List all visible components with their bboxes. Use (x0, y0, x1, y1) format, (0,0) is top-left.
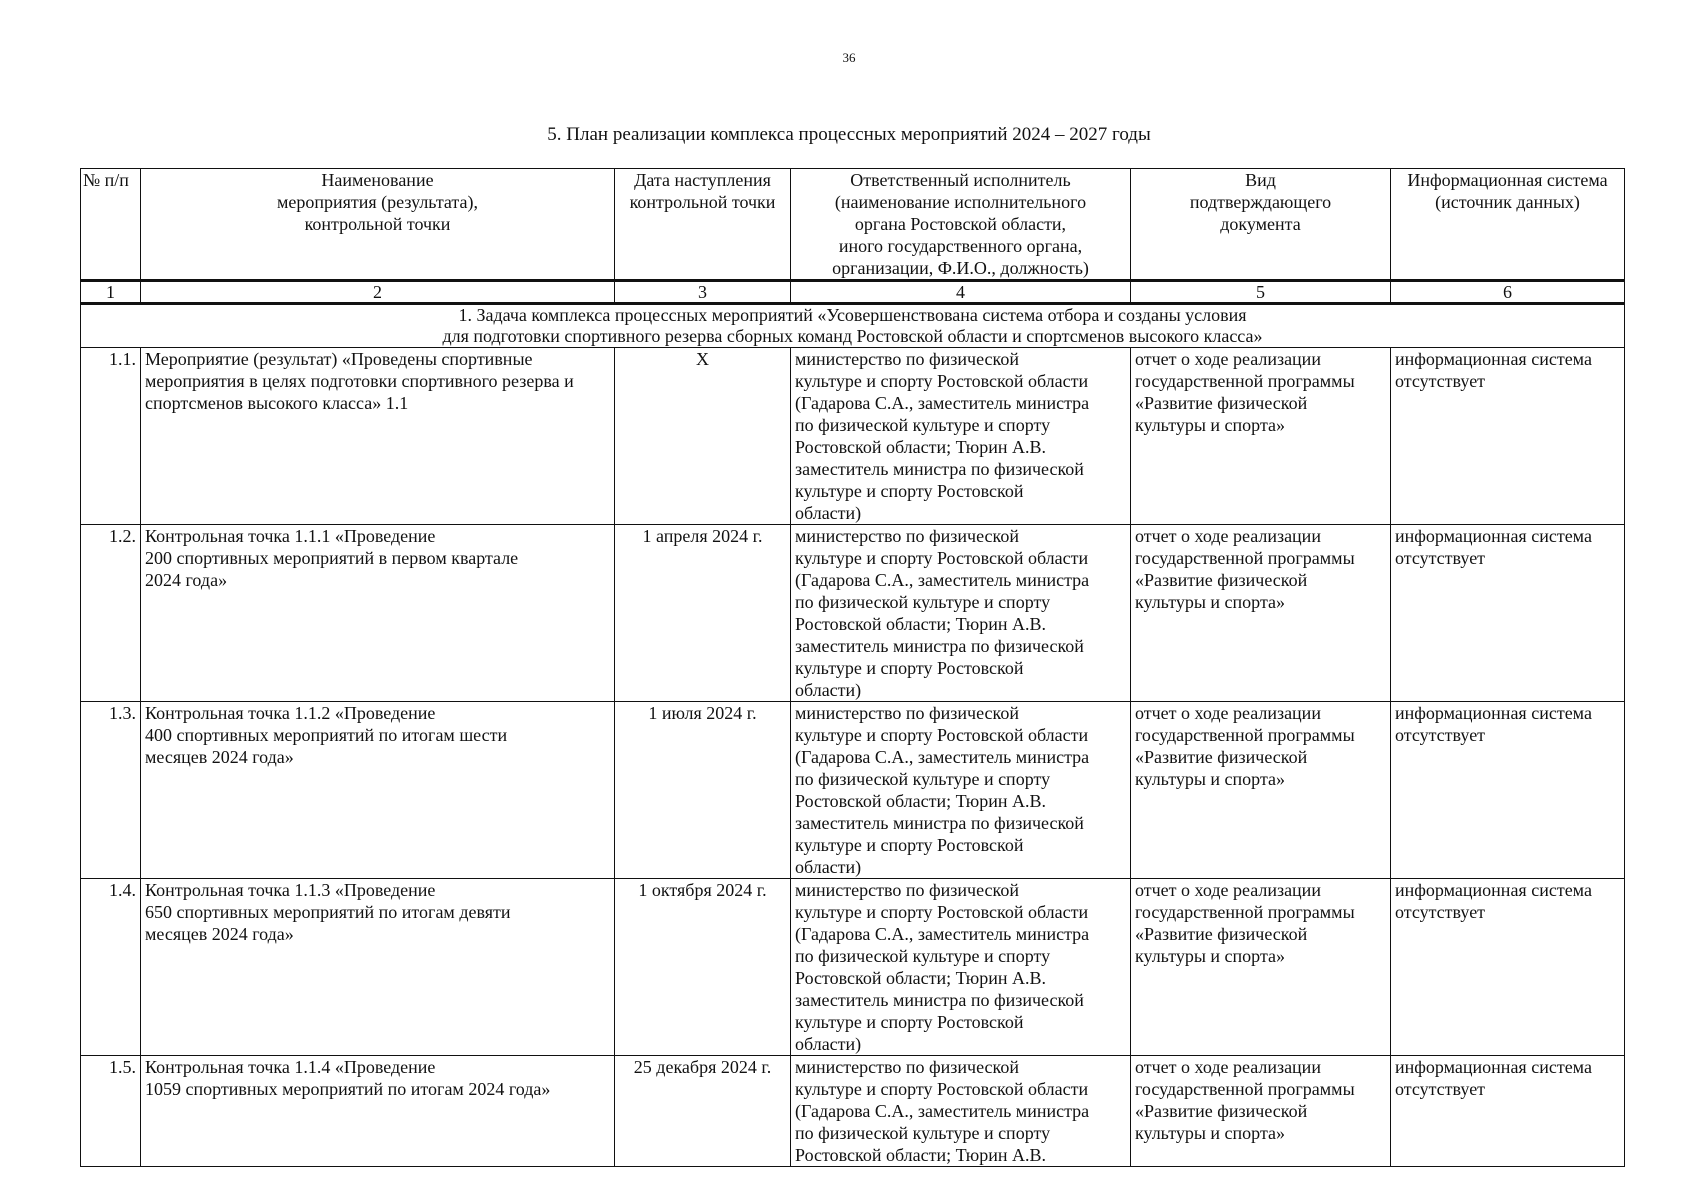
task-heading: 1. Задача комплекса процессных мероприятий «Усовершенствована система отбора и созданы условия для подготовки спортивного резерва сборных команд Ростовской области и спортсменов высокого класса» (81, 304, 1625, 348)
control-date: 25 декабря 2024 г. (615, 1056, 791, 1167)
header-cell: Наименование мероприятия (результата), контрольной точки (141, 169, 615, 281)
row-number: 1.3. (81, 702, 141, 879)
column-number: 4 (791, 281, 1131, 304)
table-row (81, 879, 1625, 1056)
table-row (81, 525, 1625, 702)
header-cell: Ответственный исполнитель (наименование исполнительного органа Ростовской области, иного государственного органа, организации, Ф.И.О., должность) (791, 169, 1131, 281)
information-system: информационная система отсутствует (1391, 879, 1625, 1056)
control-date: 1 июля 2024 г. (615, 702, 791, 879)
header-cell: Информационная система (источник данных) (1391, 169, 1625, 281)
responsible-executor: министерство по физической культуре и спорту Ростовской области (Гадарова С.А., заместитель министра по физической культуре и спорту Ростовской области; Тюрин А.В. заместитель министра по физической культуре и спорту Ростовской области) (791, 879, 1131, 1056)
event-name: Контрольная точка 1.1.4 «Проведение 1059 спортивных мероприятий по итогам 2024 года» (141, 1056, 615, 1167)
column-number: 3 (615, 281, 791, 304)
row-number: 1.1. (81, 348, 141, 525)
information-system: информационная система отсутствует (1391, 525, 1625, 702)
responsible-executor: министерство по физической культуре и спорту Ростовской области (Гадарова С.А., заместитель министра по физической культуре и спорту Ростовской области; Тюрин А.В. заместитель министра по физической культуре и спорту Ростовской области) (791, 348, 1131, 525)
confirming-document: отчет о ходе реализации государственной программы «Развитие физической культуры и спорта» (1131, 525, 1391, 702)
document-title: 5. План реализации комплекса процессных мероприятий 2024 – 2027 годы (547, 124, 1151, 145)
information-system: информационная система отсутствует (1391, 702, 1625, 879)
row-number: 1.2. (81, 525, 141, 702)
row-number: 1.5. (81, 1056, 141, 1167)
confirming-document: отчет о ходе реализации государственной программы «Развитие физической культуры и спорта» (1131, 348, 1391, 525)
responsible-executor: министерство по физической культуре и спорту Ростовской области (Гадарова С.А., заместитель министра по физической культуре и спорту Ростовской области; Тюрин А.В. (791, 1056, 1131, 1167)
information-system: информационная система отсутствует (1391, 348, 1625, 525)
confirming-document: отчет о ходе реализации государственной программы «Развитие физической культуры и спорта» (1131, 702, 1391, 879)
column-number: 6 (1391, 281, 1625, 304)
header-row (81, 169, 1625, 281)
row-number: 1.4. (81, 879, 141, 1056)
task-row (81, 304, 1625, 348)
event-name: Контрольная точка 1.1.1 «Проведение 200 спортивных мероприятий в первом квартале 2024 года» (141, 525, 615, 702)
header-cell: Вид подтверждающего документа (1131, 169, 1391, 281)
responsible-executor: министерство по физической культуре и спорту Ростовской области (Гадарова С.А., заместитель министра по физической культуре и спорту Ростовской области; Тюрин А.В. заместитель министра по физической культуре и спорту Ростовской области) (791, 525, 1131, 702)
event-name: Контрольная точка 1.1.3 «Проведение 650 спортивных мероприятий по итогам девяти месяцев 2024 года» (141, 879, 615, 1056)
table-body (81, 304, 1625, 1167)
header-cell: № п/п (81, 169, 141, 281)
event-name: Контрольная точка 1.1.2 «Проведение 400 спортивных мероприятий по итогам шести месяцев 2024 года» (141, 702, 615, 879)
page-number: 36 (842, 50, 856, 65)
control-date: X (615, 348, 791, 525)
responsible-executor: министерство по физической культуре и спорту Ростовской области (Гадарова С.А., заместитель министра по физической культуре и спорту Ростовской области; Тюрин А.В. заместитель министра по физической культуре и спорту Ростовской области) (791, 702, 1131, 879)
column-number: 5 (1131, 281, 1391, 304)
table-row (81, 702, 1625, 879)
control-date: 1 апреля 2024 г. (615, 525, 791, 702)
confirming-document: отчет о ходе реализации государственной программы «Развитие физической культуры и спорта» (1131, 879, 1391, 1056)
event-name: Мероприятие (результат) «Проведены спортивные мероприятия в целях подготовки спортивного резерва и спортсменов высокого класса» 1.1 (141, 348, 615, 525)
column-number-row (81, 281, 1625, 304)
table-row (81, 348, 1625, 525)
column-number: 2 (141, 281, 615, 304)
confirming-document: отчет о ходе реализации государственной программы «Развитие физической культуры и спорта» (1131, 1056, 1391, 1167)
control-date: 1 октября 2024 г. (615, 879, 791, 1056)
plan-table (80, 168, 1625, 1167)
header-cell: Дата наступления контрольной точки (615, 169, 791, 281)
information-system: информационная система отсутствует (1391, 1056, 1625, 1167)
column-number: 1 (81, 281, 141, 304)
table-row (81, 1056, 1625, 1167)
table-header (81, 169, 1625, 304)
